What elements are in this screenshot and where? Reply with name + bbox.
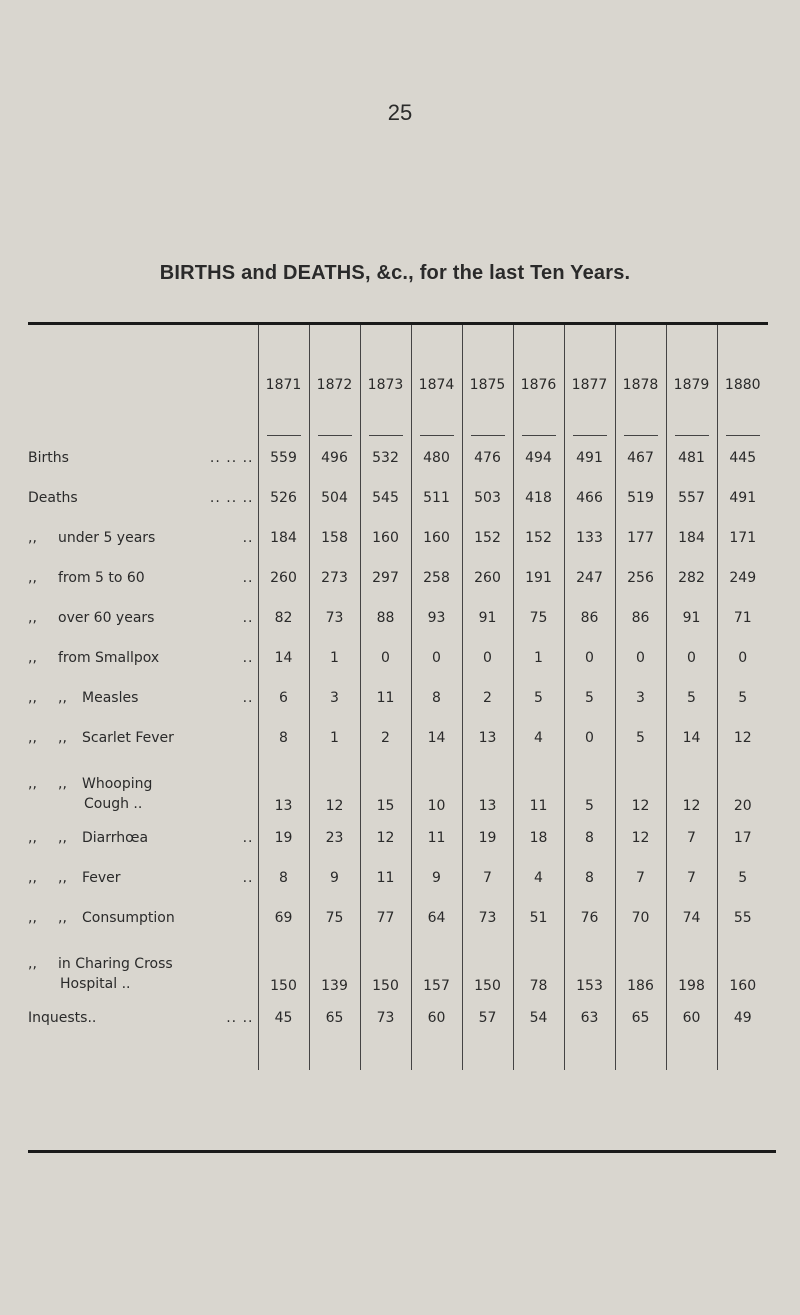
row-label-line [28, 530, 258, 546]
value-cell: 51 [513, 898, 564, 938]
value-cell: 260 [462, 558, 513, 598]
table-row [28, 438, 768, 478]
value-cell: 70 [615, 898, 666, 938]
value-cell: 282 [666, 558, 717, 598]
value-cell: 504 [309, 478, 360, 518]
table-bottom-rule [28, 1150, 776, 1153]
row-label: from Smallpox [58, 650, 160, 666]
table-row [28, 998, 768, 1038]
value-cell: 158 [309, 518, 360, 558]
row-label-line [28, 730, 258, 746]
value-cell: 467 [615, 438, 666, 478]
row-label-main [28, 570, 145, 586]
ditto-mark: ,, [28, 690, 37, 706]
table-row [28, 758, 768, 818]
value-cell: 0 [564, 638, 615, 678]
ditto-mark: ,, [28, 956, 37, 972]
leader-dots: .. .. .. [209, 450, 254, 466]
value-cell: 5 [564, 678, 615, 718]
value-cell: 3 [615, 678, 666, 718]
value-cell: 481 [666, 438, 717, 478]
row-label-line [28, 870, 258, 886]
row-label: Fever [82, 870, 121, 886]
ditto-mark: ,, [28, 910, 37, 926]
value-cell: 177 [615, 518, 666, 558]
value-cell: 86 [564, 598, 615, 638]
births-deaths-table [28, 325, 768, 1070]
value-cell: 91 [666, 598, 717, 638]
row-label-cell [28, 638, 258, 678]
value-cell: 4 [513, 718, 564, 758]
leader-dots: .. [242, 690, 254, 706]
value-cell: 91 [462, 598, 513, 638]
row-label-cell [28, 818, 258, 858]
value-cell: 19 [258, 818, 309, 858]
header-blank-cell [28, 325, 258, 432]
ditto-mark: ,, [28, 830, 37, 846]
value-cell: 13 [462, 758, 513, 818]
ditto-mark: ,, [58, 910, 67, 926]
row-label-main [28, 774, 152, 794]
value-cell: 55 [717, 898, 768, 938]
table-row [28, 518, 768, 558]
value-cell: 7 [666, 858, 717, 898]
row-label-line [28, 954, 258, 974]
leader-dots: .. [242, 830, 254, 846]
tail-cell [615, 1038, 666, 1070]
value-cell: 45 [258, 998, 309, 1038]
tail-cell [513, 1038, 564, 1070]
row-label-cell [28, 858, 258, 898]
tail-cell [717, 1038, 768, 1070]
ditto-mark: ,, [58, 690, 67, 706]
value-cell: 445 [717, 438, 768, 478]
row-label: Inquests.. [28, 1010, 97, 1026]
value-cell: 519 [615, 478, 666, 518]
row-label-cell [28, 438, 258, 478]
value-cell: 6 [258, 678, 309, 718]
value-cell: 247 [564, 558, 615, 598]
value-cell: 152 [462, 518, 513, 558]
value-cell: 0 [411, 638, 462, 678]
value-cell: 13 [258, 758, 309, 818]
value-cell: 54 [513, 998, 564, 1038]
year-header: 1876 [513, 325, 564, 432]
row-label-main [28, 650, 159, 666]
leader-dots: .. [242, 530, 254, 546]
row-label-line [28, 910, 258, 926]
row-label-main [28, 1010, 96, 1026]
page-number: 25 [387, 100, 413, 125]
ditto-mark: ,, [58, 730, 67, 746]
tail-cell [309, 1038, 360, 1070]
value-cell: 20 [717, 758, 768, 818]
value-cell: 4 [513, 858, 564, 898]
tail-cell [666, 1038, 717, 1070]
value-cell: 8 [258, 858, 309, 898]
value-cell: 8 [411, 678, 462, 718]
value-cell: 160 [717, 938, 768, 998]
value-cell: 511 [411, 478, 462, 518]
row-label-cell [28, 758, 258, 818]
value-cell: 73 [309, 598, 360, 638]
row-label-cell [28, 998, 258, 1038]
value-cell: 256 [615, 558, 666, 598]
value-cell: 73 [360, 998, 411, 1038]
value-cell: 1 [513, 638, 564, 678]
value-cell: 153 [564, 938, 615, 998]
year-header: 1871 [258, 325, 309, 432]
value-cell: 57 [462, 998, 513, 1038]
value-cell: 249 [717, 558, 768, 598]
row-label: in Charing Cross [58, 956, 173, 972]
value-cell: 11 [360, 678, 411, 718]
value-cell: 19 [462, 818, 513, 858]
ditto-mark: ,, [28, 570, 37, 586]
value-cell: 184 [666, 518, 717, 558]
value-cell: 8 [564, 858, 615, 898]
table-row [28, 858, 768, 898]
value-cell: 186 [615, 938, 666, 998]
row-label-main [28, 610, 154, 626]
row-label-cell [28, 898, 258, 938]
value-cell: 297 [360, 558, 411, 598]
table-body [28, 438, 768, 1070]
value-cell: 0 [615, 638, 666, 678]
row-label: under 5 years [58, 530, 156, 546]
value-cell: 191 [513, 558, 564, 598]
value-cell: 75 [309, 898, 360, 938]
statistics-table-container [28, 325, 768, 1070]
row-label-main [28, 530, 155, 546]
year-header: 1877 [564, 325, 615, 432]
row-label-cell [28, 558, 258, 598]
row-label-line [28, 490, 258, 506]
year-header: 1875 [462, 325, 513, 432]
year-header: 1880 [717, 325, 768, 432]
value-cell: 86 [615, 598, 666, 638]
value-cell: 13 [462, 718, 513, 758]
value-cell: 11 [360, 858, 411, 898]
table-row [28, 678, 768, 718]
value-cell: 1 [309, 638, 360, 678]
ditto-mark: ,, [58, 870, 67, 886]
row-label-main [28, 870, 121, 886]
tail-cell [564, 1038, 615, 1070]
value-cell: 9 [309, 858, 360, 898]
value-cell: 260 [258, 558, 309, 598]
row-label-cell [28, 938, 258, 998]
row-label: Diarrhœa [82, 830, 149, 846]
row-label-main [28, 910, 175, 926]
ditto-mark: ,, [28, 650, 37, 666]
table-row [28, 818, 768, 858]
tail-cell [411, 1038, 462, 1070]
value-cell: 12 [309, 758, 360, 818]
value-cell: 8 [258, 718, 309, 758]
value-cell: 557 [666, 478, 717, 518]
value-cell: 198 [666, 938, 717, 998]
value-cell: 75 [513, 598, 564, 638]
value-cell: 494 [513, 438, 564, 478]
year-header: 1872 [309, 325, 360, 432]
row-label: Births [28, 450, 69, 466]
value-cell: 7 [462, 858, 513, 898]
value-cell: 150 [462, 938, 513, 998]
ditto-mark: ,, [28, 610, 37, 626]
value-cell: 559 [258, 438, 309, 478]
row-label-line [28, 610, 258, 626]
value-cell: 532 [360, 438, 411, 478]
value-cell: 23 [309, 818, 360, 858]
value-cell: 60 [666, 998, 717, 1038]
value-cell: 12 [666, 758, 717, 818]
value-cell: 73 [462, 898, 513, 938]
value-cell: 480 [411, 438, 462, 478]
value-cell: 160 [360, 518, 411, 558]
row-label-continuation: Cough .. [84, 796, 143, 812]
tail-blank-cell [28, 1038, 258, 1070]
value-cell: 139 [309, 938, 360, 998]
value-cell: 0 [564, 718, 615, 758]
value-cell: 476 [462, 438, 513, 478]
value-cell: 0 [360, 638, 411, 678]
ditto-mark: ,, [28, 870, 37, 886]
value-cell: 150 [360, 938, 411, 998]
row-label-line [28, 830, 258, 846]
tail-cell [258, 1038, 309, 1070]
value-cell: 65 [615, 998, 666, 1038]
row-label: from 5 to 60 [58, 570, 145, 586]
value-cell: 2 [360, 718, 411, 758]
value-cell: 93 [411, 598, 462, 638]
row-label-main [28, 450, 69, 466]
value-cell: 7 [615, 858, 666, 898]
value-cell: 503 [462, 478, 513, 518]
value-cell: 11 [411, 818, 462, 858]
value-cell: 5 [717, 858, 768, 898]
value-cell: 17 [717, 818, 768, 858]
value-cell: 5 [513, 678, 564, 718]
tail-cell [462, 1038, 513, 1070]
value-cell: 8 [564, 818, 615, 858]
value-cell: 491 [564, 438, 615, 478]
value-cell: 273 [309, 558, 360, 598]
value-cell: 18 [513, 818, 564, 858]
row-label-main [28, 690, 138, 706]
value-cell: 82 [258, 598, 309, 638]
ditto-mark: ,, [28, 530, 37, 546]
row-label-line [28, 1010, 258, 1026]
table-row [28, 638, 768, 678]
value-cell: 157 [411, 938, 462, 998]
row-label-cell [28, 598, 258, 638]
row-label-main [28, 954, 173, 974]
value-cell: 12 [717, 718, 768, 758]
row-label-line [28, 690, 258, 706]
year-header-row [28, 325, 768, 432]
value-cell: 69 [258, 898, 309, 938]
row-label: Consumption [82, 910, 175, 926]
value-cell: 76 [564, 898, 615, 938]
leader-dots: .. .. .. [209, 490, 254, 506]
value-cell: 64 [411, 898, 462, 938]
row-label: over 60 years [58, 610, 155, 626]
row-label-continuation: Hospital .. [60, 976, 131, 992]
value-cell: 133 [564, 518, 615, 558]
value-cell: 2 [462, 678, 513, 718]
value-cell: 0 [462, 638, 513, 678]
ditto-mark: ,, [28, 730, 37, 746]
value-cell: 12 [615, 818, 666, 858]
value-cell: 88 [360, 598, 411, 638]
table-title: BIRTHS and DEATHS, &c., for the last Ten Years. [159, 262, 631, 284]
value-cell: 12 [615, 758, 666, 818]
value-cell: 160 [411, 518, 462, 558]
value-cell: 77 [360, 898, 411, 938]
table-row [28, 718, 768, 758]
row-label-cell [28, 678, 258, 718]
row-label-cell [28, 718, 258, 758]
value-cell: 3 [309, 678, 360, 718]
value-cell: 0 [666, 638, 717, 678]
value-cell: 1 [309, 718, 360, 758]
year-header: 1879 [666, 325, 717, 432]
value-cell: 0 [717, 638, 768, 678]
value-cell: 545 [360, 478, 411, 518]
value-cell: 10 [411, 758, 462, 818]
ditto-mark: ,, [28, 776, 37, 792]
table-row [28, 898, 768, 938]
value-cell: 258 [411, 558, 462, 598]
year-header: 1874 [411, 325, 462, 432]
table-row [28, 598, 768, 638]
value-cell: 78 [513, 938, 564, 998]
value-cell: 60 [411, 998, 462, 1038]
row-label-line [28, 774, 258, 794]
value-cell: 152 [513, 518, 564, 558]
row-label-line [28, 650, 258, 666]
table-tail-row [28, 1038, 768, 1070]
row-label-line [28, 570, 258, 586]
leader-dots: .. [242, 610, 254, 626]
year-header: 1873 [360, 325, 411, 432]
value-cell: 14 [666, 718, 717, 758]
value-cell: 14 [258, 638, 309, 678]
value-cell: 63 [564, 998, 615, 1038]
leader-dots: .. .. [226, 1010, 254, 1026]
row-label-cell [28, 478, 258, 518]
leader-dots: .. [242, 870, 254, 886]
row-label-main [28, 490, 78, 506]
value-cell: 74 [666, 898, 717, 938]
value-cell: 71 [717, 598, 768, 638]
year-header: 1878 [615, 325, 666, 432]
value-cell: 184 [258, 518, 309, 558]
row-label-main [28, 730, 174, 746]
value-cell: 466 [564, 478, 615, 518]
value-cell: 526 [258, 478, 309, 518]
value-cell: 5 [564, 758, 615, 818]
value-cell: 171 [717, 518, 768, 558]
ditto-mark: ,, [58, 830, 67, 846]
row-label-main [28, 830, 148, 846]
value-cell: 14 [411, 718, 462, 758]
row-label: Measles [82, 690, 139, 706]
value-cell: 418 [513, 478, 564, 518]
value-cell: 5 [615, 718, 666, 758]
ditto-mark: ,, [58, 776, 67, 792]
value-cell: 5 [666, 678, 717, 718]
row-label-cell [28, 518, 258, 558]
table-row [28, 938, 768, 998]
row-label: Deaths [28, 490, 78, 506]
value-cell: 65 [309, 998, 360, 1038]
value-cell: 12 [360, 818, 411, 858]
tail-cell [360, 1038, 411, 1070]
table-row [28, 478, 768, 518]
value-cell: 5 [717, 678, 768, 718]
value-cell: 15 [360, 758, 411, 818]
value-cell: 496 [309, 438, 360, 478]
value-cell: 11 [513, 758, 564, 818]
value-cell: 9 [411, 858, 462, 898]
table-row [28, 558, 768, 598]
row-label: Scarlet Fever [82, 730, 174, 746]
row-label: Whooping [82, 776, 153, 792]
value-cell: 7 [666, 818, 717, 858]
value-cell: 491 [717, 478, 768, 518]
value-cell: 49 [717, 998, 768, 1038]
value-cell: 150 [258, 938, 309, 998]
leader-dots: .. [242, 650, 254, 666]
row-label-line [28, 450, 258, 466]
leader-dots: .. [242, 570, 254, 586]
